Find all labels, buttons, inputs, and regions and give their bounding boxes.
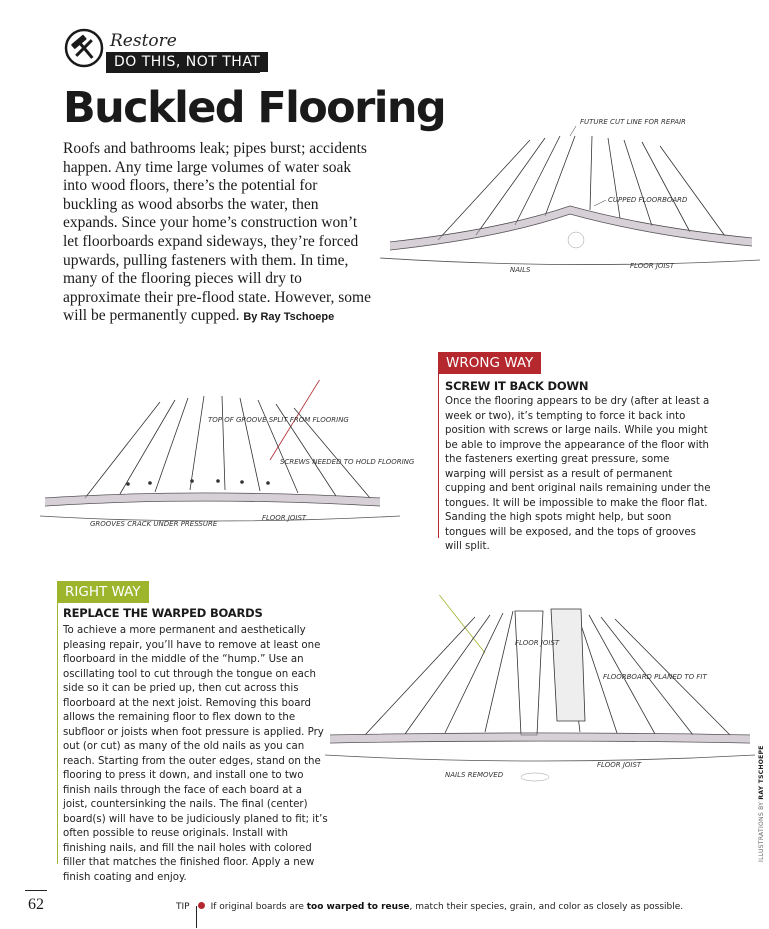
callout-screws-needed: SCREWS NEEDED TO HOLD FLOORING <box>280 458 415 466</box>
column-name-bar: DO THIS, NOT THAT <box>106 52 268 72</box>
callout-nails: NAILS <box>510 266 531 274</box>
intro-paragraph <box>63 140 375 327</box>
header-rule <box>106 72 260 73</box>
right-way-rule <box>57 602 58 864</box>
article-title: Buckled Flooring <box>63 83 446 133</box>
wrong-way-body: Once the flooring appears to be dry (after at least a week or two), it’s tempting to force it back into position with screws or large nails. While you might be able to improve the appearance of the floor with the fasteners exerting great pressure, some warping will persist as a result of permanent cupping and bent original nails remaining under the tongues. It will be impossible to make the floor flat. Sanding the high spots might help, but soon tongues will be exposed, and the tops of grooves will split. <box>445 396 711 552</box>
buckled-floor-illustration <box>380 110 760 285</box>
byline: By Ray Tschoepe <box>243 311 335 324</box>
callout-nails-removed: NAILS REMOVED <box>445 771 504 779</box>
red-dot-icon <box>198 902 205 909</box>
tip-line <box>176 902 683 912</box>
tip-text-bold: too warped to reuse <box>306 902 410 912</box>
callout-floorboard-planed: FLOORBOARD PLANED TO FIT <box>603 673 707 681</box>
section-label: Restore <box>110 31 177 51</box>
right-way-heading: REPLACE THE WARPED BOARDS <box>63 606 263 620</box>
wrong-way-rule <box>438 372 439 538</box>
page-number: 62 <box>28 896 44 913</box>
callout-future-cut-line: FUTURE CUT LINE FOR REPAIR <box>580 118 686 126</box>
illustration-credit <box>758 745 765 862</box>
intro-text: Roofs and bathrooms leak; pipes burst; accidents happen. Any time large volumes of water soak into wood floors, there’s the potential for buckling as wood absorbs the water, then expands. Since your home’s construction won’t let floorboards expand sideways, they’re forced upwards, pulling fasteners with them. In time, many of the flooring pieces will dry to approximate their pre-flood state. However, some will be permanently cupped. <box>63 140 371 325</box>
callout-floor-joist-3: FLOOR JOIST <box>515 639 560 647</box>
wrong-way-heading: SCREW IT BACK DOWN <box>445 379 589 393</box>
wrong-way-tag: WRONG WAY <box>438 352 541 374</box>
replaced-board-illustration <box>325 595 755 805</box>
credit-name: RAY TSCHOEPE <box>758 745 765 800</box>
right-way-pointer <box>325 595 485 653</box>
screwed-floor-illustration <box>40 380 430 545</box>
hammer-logo-icon <box>64 28 104 68</box>
callout-grooves-crack: GROOVES CRACK UNDER PRESSURE <box>90 520 218 528</box>
right-way-tag: RIGHT WAY <box>57 581 149 603</box>
page-number-rule <box>25 890 47 891</box>
callout-floor-joist-2: FLOOR JOIST <box>262 514 307 522</box>
callout-floor-joist: FLOOR JOIST <box>630 262 675 270</box>
callout-floor-joist-4: FLOOR JOIST <box>597 761 642 769</box>
tip-text-after: , match their species, grain, and color as closely as possible. <box>409 902 684 912</box>
right-way-body: To achieve a more permanent and aesthetically pleasing repair, you’ll have to remove at least one floorboard in the middle of the “hump.” Use an oscillating tool to cut through the tongue on each side so it can be pried up, then cut across this floorboard at the next joist. Removing this board allows the remaining floor to flex down to the subfloor or joists when foot pressure is applied. Pry out (or cut) as many of the old nails as you can reach. Starting from the outer edges, stand on the flooring to press it down, and install one to two finish nails through the face of each board at a joist, countersinking the nails. The final (center) board(s) will have to be judiciously planed to fit; it’s often possible to reuse originals. Install with finishing nails, and fill the nail holes with colored filler that matches the finished floor. Apply a new finish coating and enjoy. <box>63 625 328 883</box>
tip-text-before: If original boards are <box>210 902 304 912</box>
tip-label: TIP <box>176 902 190 912</box>
callout-top-of-groove: TOP OF GROOVE SPLIT FROM FLOORING <box>208 416 349 424</box>
credit-prefix: ILLUSTRATIONS BY <box>758 801 765 862</box>
callout-cupped-floorboard: CUPPED FLOORBOARD <box>608 196 688 204</box>
